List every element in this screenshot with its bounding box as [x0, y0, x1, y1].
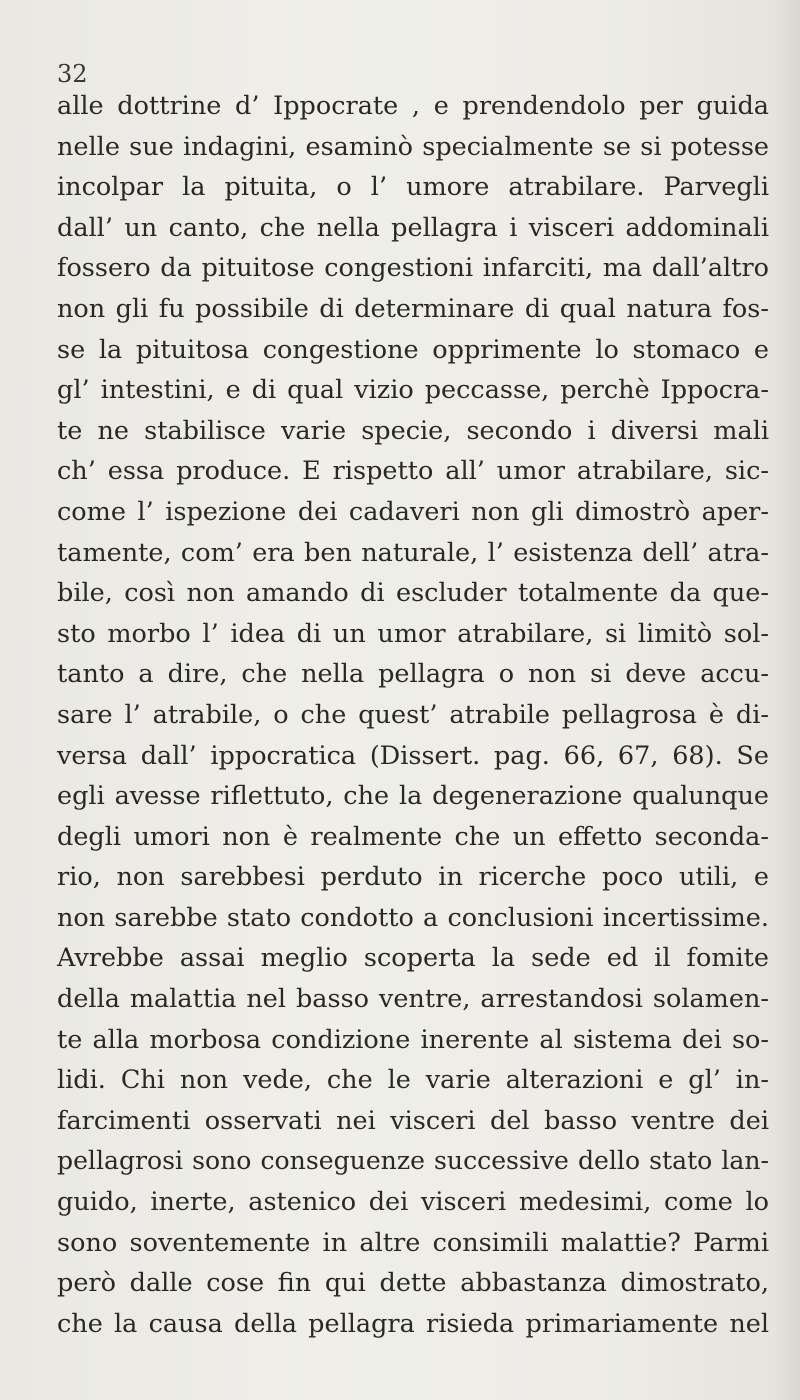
text-line: però dalle cose fin qui dette abbastanza dimostrato, [57, 1268, 769, 1299]
text-line: te ne stabilisce varie specie, secondo i diversi mali [57, 415, 769, 446]
text-line: versa dall’ ippocratica (Dissert. pag. 66, 67, 68). Se [57, 740, 769, 771]
text-line: ch’ essa produce. E rispetto all’ umor atrabilare, sic- [57, 456, 769, 487]
text-line: non gli fu possibile di determinare di qual natura fos- [57, 293, 769, 324]
text-line: alle dottrine d’ Ippocrate , e prendendolo per guida [57, 91, 769, 121]
text-line: bile, così non amando di escluder totalmente da que- [57, 578, 769, 609]
text-line: nelle sue indagini, esaminò specialmente se si potesse [57, 131, 769, 162]
text-line: sto morbo l’ idea di un umor atrabilare, si limitò sol- [57, 618, 769, 649]
text-line: incolpar la pituita, o l’ umore atrabilare. Parvegli [57, 172, 769, 203]
text-line: farcimenti osservati nei visceri del basso ventre dei [57, 1105, 769, 1136]
text-line: Avrebbe assai meglio scoperta la sede ed il fomite [57, 943, 769, 974]
page-number: 32 [57, 60, 88, 88]
text-line: degli umori non è realmente che un effetto seconda- [57, 821, 769, 852]
text-line: egli avesse riflettuto, che la degenerazione qualunque [57, 781, 769, 812]
text-line: come l’ ispezione dei cadaveri non gli dimostrò aper- [57, 496, 769, 527]
text-line: gl’ intestini, e di qual vizio peccasse, perchè Ippocra- [57, 375, 769, 406]
text-line: fossero da pituitose congestioni infarciti, ma dall’altro [57, 253, 769, 284]
text-line: tamente, com’ era ben naturale, l’ esistenza dell’ atra- [57, 537, 769, 568]
text-line: tanto a dire, che nella pellagra o non si deve accu- [57, 659, 769, 690]
text-line: guido, inerte, astenico dei visceri medesimi, come lo [57, 1187, 769, 1218]
text-line: rio, non sarebbesi perduto in ricerche poco utili, e [57, 862, 769, 893]
text-line: pellagrosi sono conseguenze successive dello stato lan- [57, 1146, 769, 1176]
body-text [57, 86, 769, 1344]
text-line: della malattia nel basso ventre, arrestandosi solamen- [57, 984, 769, 1015]
text-line: non sarebbe stato condotto a conclusioni incertissime. [57, 902, 769, 933]
text-line: sono soventemente in altre consimili malattie? Parmi [57, 1227, 769, 1258]
page-edge-shadow [774, 0, 800, 1400]
text-line: sare l’ atrabile, o che quest’ atrabile pellagrosa è di- [57, 699, 769, 730]
text-line: dall’ un canto, che nella pellagra i visceri addominali [57, 212, 769, 243]
text-line: te alla morbosa condizione inerente al sistema dei so- [57, 1024, 769, 1055]
text-line: se la pituitosa congestione opprimente lo stomaco e [57, 334, 769, 365]
text-line: che la causa della pellagra risieda primariamente nel [57, 1308, 769, 1339]
text-line: lidi. Chi non vede, che le varie alterazioni e gl’ in- [57, 1065, 769, 1096]
